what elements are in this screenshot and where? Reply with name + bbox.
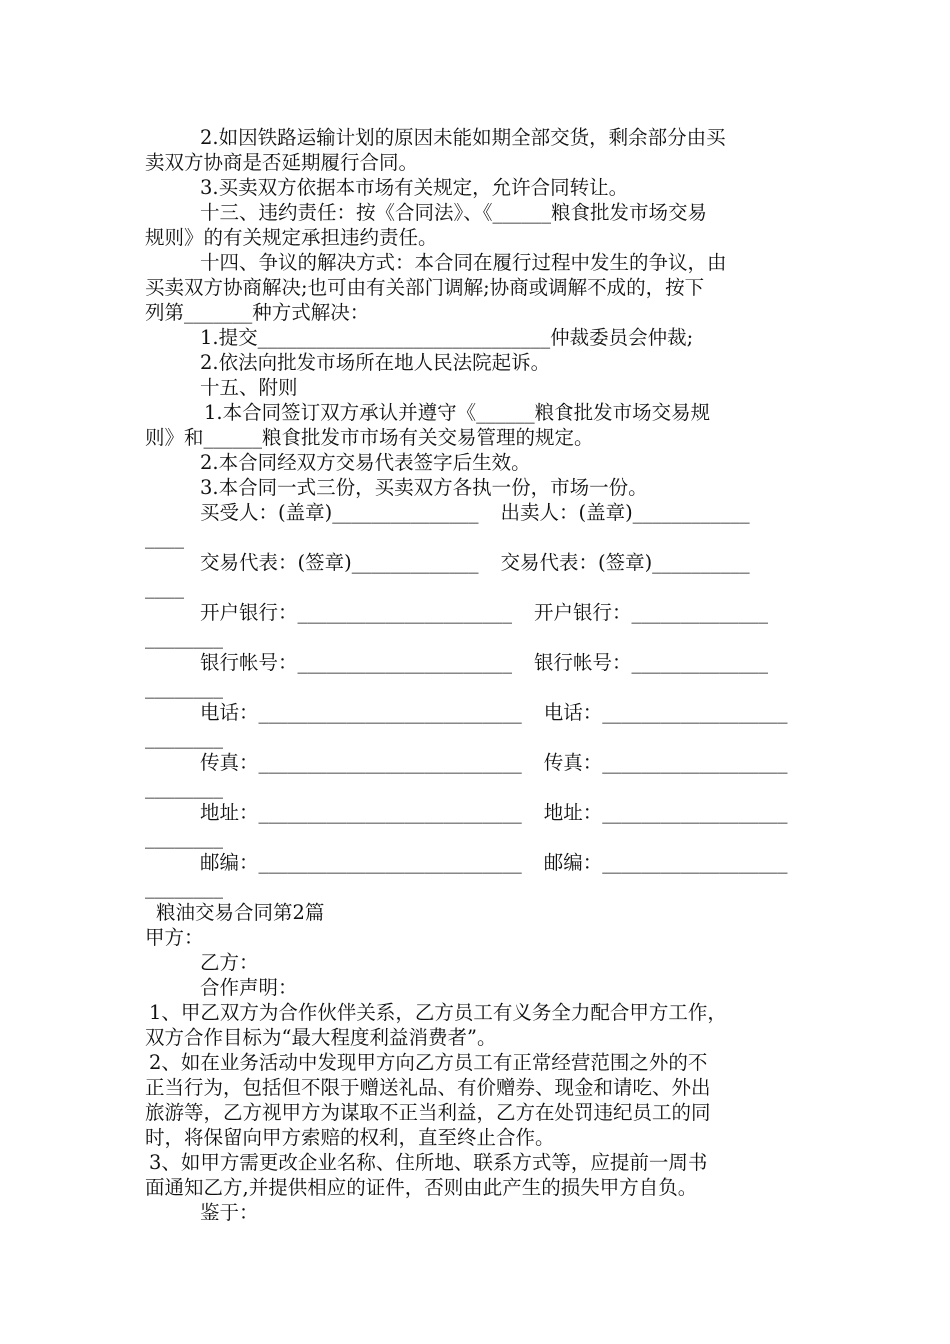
signature-row-buyer bbox=[200, 501, 750, 525]
blank-continuation: ________ bbox=[145, 726, 223, 749]
buyer-address-field: 地址：___________________________ bbox=[200, 801, 522, 824]
text-line: 3.买卖双方依据本市场有关规定，允许合同转让。 bbox=[200, 176, 629, 199]
signature-row-bank bbox=[200, 601, 768, 625]
text-line: 甲方： bbox=[145, 926, 204, 949]
signature-row-fax bbox=[200, 751, 788, 775]
text-line: 则》和______粮食批发市市场有关交易管理的规定。 bbox=[145, 426, 594, 449]
seller-account-field: 银行帐号：______________ bbox=[534, 651, 769, 674]
seller-representative-field: 交易代表：(签章)__________ bbox=[500, 551, 750, 574]
signature-row-postcode bbox=[200, 851, 788, 875]
blank-continuation: ________ bbox=[145, 826, 223, 849]
text-line: 1、甲乙双方为合作伙伴关系，乙方员工有义务全力配合甲方工作， bbox=[149, 1001, 727, 1024]
buyer-representative-field: 交易代表：(签章)_____________ bbox=[200, 551, 479, 574]
text-line: 2.本合同经双方交易代表签字后生效。 bbox=[200, 451, 531, 474]
blank-continuation: ________ bbox=[145, 626, 223, 649]
buyer-seal-field: 买受人：(盖章)_______________ bbox=[200, 501, 479, 524]
blank-continuation: ________ bbox=[145, 776, 223, 799]
text-line: 时，将保留向甲方索赔的权利，直至终止合作。 bbox=[145, 1126, 555, 1149]
text-line: 3、如甲方需更改企业名称、住所地、联系方式等，应提前一周书 bbox=[149, 1151, 708, 1174]
text-line: 列第_______种方式解决： bbox=[145, 301, 370, 324]
seller-postcode-field: 邮编：___________________ bbox=[543, 851, 788, 874]
blank-continuation: ____ bbox=[145, 576, 184, 599]
text-line: 正当行为，包括但不限于赠送礼品、有价赠券、现金和请吃、外出 bbox=[145, 1076, 711, 1099]
text-line: 买卖双方协商解决;也可由有关部门调解;协商或调解不成的，按下 bbox=[145, 276, 705, 299]
signature-row-account bbox=[200, 651, 768, 675]
text-line: 1.提交______________________________仲裁委员会仲裁; bbox=[200, 326, 694, 349]
text-line: 规则》的有关规定承担违约责任。 bbox=[145, 226, 438, 249]
buyer-phone-field: 电话：___________________________ bbox=[200, 701, 522, 724]
text-line: 鉴于： bbox=[200, 1201, 259, 1224]
buyer-fax-field: 传真：___________________________ bbox=[200, 751, 522, 774]
seller-address-field: 地址：___________________ bbox=[543, 801, 788, 824]
text-line: 旅游等，乙方视甲方为谋取不正当利益，乙方在处罚违纪员工的同 bbox=[145, 1101, 711, 1124]
section-heading-15: 十五、附则 bbox=[200, 376, 298, 399]
text-line: 3.本合同一式三份，买卖双方各执一份，市场一份。 bbox=[200, 476, 648, 499]
seller-fax-field: 传真：___________________ bbox=[543, 751, 788, 774]
text-line: 2、如在业务活动中发现甲方向乙方员工有正常经营范围之外的不 bbox=[149, 1051, 708, 1074]
buyer-bank-field: 开户银行：______________________ bbox=[200, 601, 513, 624]
seller-bank-field: 开户银行：______________ bbox=[534, 601, 769, 624]
text-line: 2.依法向批发市场所在地人民法院起诉。 bbox=[200, 351, 551, 374]
section-heading-13: 十三、违约责任：按《合同法》、《______粮食批发市场交易 bbox=[200, 201, 708, 224]
text-line: 乙方： bbox=[200, 951, 259, 974]
text-line: 1.本合同签订双方承认并遵守《______粮食批发市场交易规 bbox=[204, 401, 711, 424]
seller-phone-field: 电话：___________________ bbox=[543, 701, 788, 724]
text-line: 卖双方协商是否延期履行合同。 bbox=[145, 151, 419, 174]
signature-row-address bbox=[200, 801, 788, 825]
text-line: 合作声明： bbox=[200, 976, 298, 999]
signature-row-phone bbox=[200, 701, 788, 725]
buyer-postcode-field: 邮编：___________________________ bbox=[200, 851, 522, 874]
text-line: 面通知乙方,并提供相应的证件，否则由此产生的损失甲方自负。 bbox=[145, 1176, 698, 1199]
text-line: 双方合作目标为“最大程度利益消费者”。 bbox=[145, 1026, 497, 1049]
buyer-account-field: 银行帐号：______________________ bbox=[200, 651, 513, 674]
seller-seal-field: 出卖人：(盖章)____________ bbox=[500, 501, 750, 524]
section-heading-14: 十四、争议的解决方式：本合同在履行过程中发生的争议，由 bbox=[200, 251, 727, 274]
document-title: 粮油交易合同第2篇 bbox=[156, 901, 325, 924]
blank-continuation: ________ bbox=[145, 876, 223, 899]
blank-continuation: ________ bbox=[145, 676, 223, 699]
text-line: 2.如因铁路运输计划的原因未能如期全部交货，剩余部分由买 bbox=[200, 126, 726, 149]
blank-continuation: ____ bbox=[145, 526, 184, 549]
signature-row-representative bbox=[200, 551, 750, 575]
